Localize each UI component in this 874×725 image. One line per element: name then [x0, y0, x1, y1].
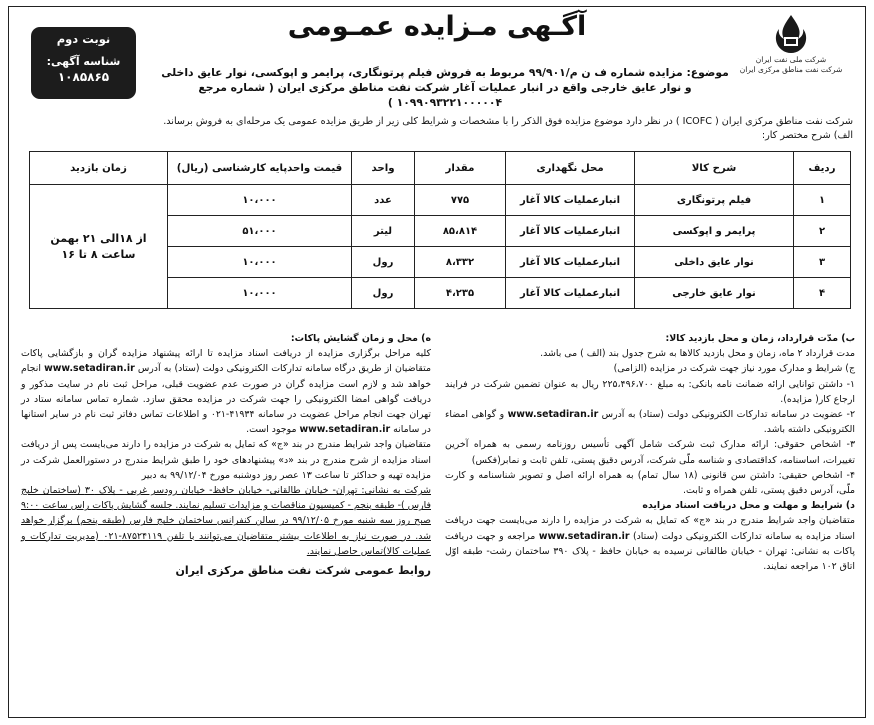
- cell-row-number: ۴: [794, 278, 851, 309]
- intro-text: شرکت نفت مناطق مرکزی ایران ( ICOFC ) در نظر دارد موضوع مزایده فوق الذکر را با مشخصات و شرایط کلی زیر از طریق مزایده عمومی یک مرحله‌ای به فروش برساند.: [163, 116, 853, 127]
- section-e-address: شرکت به نشانی: تهران- خیابان طالقانی- خیابان حافظ- خیابان رودسر غربی - پلاک ۳۰ (ساختمان خلیج فارس )- طبقه پنجم - کمیسیون مناقصات و مزایدات تسلیم نمایند. جلسه گشایش پاکات راس ساعت ۹:۰۰ صبح روز سه شنبه مورخ ۹۹/۱۲/۰۵ در سالن کنفرانس ساختمان خلیج فارس (طبقه پنجم) برگزار خواهد شد. در صورت نیاز به اطلاعات بیشتر متقاضیان می‌توانند با تلفن ۸۷۵۲۴۱۱۹-۰۲۱ (مدیریت تدارکات و عملیات کالا)تماس حاصل نمایند.: [21, 485, 431, 557]
- cell-quantity: ۴،۲۳۵: [415, 278, 506, 309]
- section-a-heading: الف) شرح مختصر کار:: [761, 130, 853, 141]
- left-column: [21, 331, 431, 578]
- setadiran-link[interactable]: www.setadiran.ir: [538, 530, 630, 542]
- col-location: محل نگهداری: [506, 152, 635, 185]
- condition-1: ۱- داشتن توانایی ارائه ضمانت نامه بانکی: به مبلغ ۲۲۵،۴۹۶،۷۰۰ ریال به عنوان تضمین شرکت در فرایند ارجاع کار( مزایده).: [445, 378, 855, 405]
- cell-price: ۵۱،۰۰۰: [168, 216, 352, 247]
- intro: [21, 115, 853, 143]
- col-row-number: ردیف: [794, 152, 851, 185]
- cell-item: فیلم پرتونگاری: [635, 185, 794, 216]
- setadiran-link[interactable]: www.setadiran.ir: [299, 424, 391, 436]
- section-d-text-a: متقاضیان واجد شرایط مندرج در بند «ج» که تمایل به شرکت در مزایده را دارند می‌بایست جهت دریافت اسناد مزایده به سامانه تدارکات الکترونیکی دولت (ستاد): [445, 515, 856, 542]
- col-quantity: مقدار: [415, 152, 506, 185]
- condition-2-text-b: و گواهی امضاء الکترونیکی داشته باشد.: [445, 409, 855, 436]
- section-b-heading: ب) مدّت قرارداد، زمان و محل بازدید کالا:: [665, 333, 855, 344]
- cell-quantity: ۸،۳۳۲: [415, 247, 506, 278]
- col-unit: واحد: [352, 152, 415, 185]
- ad-page: [8, 6, 866, 718]
- section-e-text-a: کلیه مراحل برگزاری مزایده از دریافت اسناد مزایده تا ارائه پیشنهاد مزایده گران و بازگشایی پاکات متقاضیان از طریق درگاه سامانه تدارکات الکترونیکی دولت (ستاد) به آدرس: [21, 348, 431, 375]
- cell-item: نوار عایق خارجی: [635, 278, 794, 309]
- col-item: شرح کالا: [635, 152, 794, 185]
- cell-row-number: ۲: [794, 216, 851, 247]
- cell-location: انبارعملیات کالا آغار: [506, 278, 635, 309]
- cell-unit: رول: [352, 247, 415, 278]
- company-logo: [731, 13, 851, 75]
- cell-item: پرایمر و اپوکسی: [635, 216, 794, 247]
- cell-price: ۱۰،۰۰۰: [168, 185, 352, 216]
- cell-price: ۱۰،۰۰۰: [168, 247, 352, 278]
- logo-caption-1: شرکت ملی نفت ایران: [755, 55, 827, 64]
- page-title: آگـهی مـزایده عمـومی: [287, 11, 587, 42]
- round-label: نوبت دوم: [56, 32, 111, 46]
- id-value: ۱۰۸۵۸۶۵: [57, 70, 110, 84]
- nioc-flame-logo-icon: [770, 13, 812, 55]
- cell-quantity: ۸۵،۸۱۴: [415, 216, 506, 247]
- section-e-text-c: موجود است.: [246, 424, 297, 436]
- cell-location: انبارعملیات کالا آغار: [506, 216, 635, 247]
- col-visit-time: زمان بازدید: [30, 152, 168, 185]
- cell-unit: رول: [352, 278, 415, 309]
- items-table: [29, 151, 851, 309]
- section-e-text: [21, 346, 431, 437]
- section-e-heading: ه) محل و زمان گشایش پاکات:: [290, 333, 431, 344]
- section-e-text-b: انجام خواهد شد و لازم است مزایده گران در صورت عدم عضویت قبلی، مراحل ثبت نام در سایت مذکور و دریافت گواهی امضا الکترونیکی را جهت شرکت در مزایده محقق سازد. شماره تماس سامانه ستاد در تهران جهت انجام مراحل عضویت در سامانه ۴۱۹۳۴-۰۲۱ و اطلاعات تماس دفاتر ثبت نام در سایر استانها در سامانه: [21, 363, 431, 436]
- signature: روابط عمومی شرکت نفت مناطق مرکزی ایران: [175, 564, 431, 578]
- cell-quantity: ۷۷۵: [415, 185, 506, 216]
- cell-price: ۱۰،۰۰۰: [168, 278, 352, 309]
- setadiran-link[interactable]: www.setadiran.ir: [44, 363, 135, 375]
- header: [9, 7, 865, 112]
- subject: موضوع: مزایده شماره ف ن م/۹۹/۹۰۱ مربوط به فروش فیلم پرتونگاری، پرایمر و اپوکسی، نوار عایق داخلی و نوار عایق خارجی واقع در انبار عملیات آغار شرکت نفت مناطق مرکزی ایران ( شماره مرجع ۱۰۹۹۰۹۳۲۲۱۰۰۰۰۰۴ ): [161, 66, 729, 109]
- table-header-row: [30, 152, 851, 185]
- section-d-text: [445, 513, 855, 574]
- cell-visit-time: از ۱۸الی ۲۱ بهمن ساعت ۸ تا ۱۶: [30, 185, 168, 309]
- col-price: قیمت واحدپایه کارشناسی (ریال): [168, 152, 352, 185]
- condition-2: [445, 407, 855, 437]
- cell-location: انبارعملیات کالا آغار: [506, 185, 635, 216]
- section-c-heading: ج) شرایط و مدارک مورد نیاز جهت شرکت در مزایده (الزامی): [613, 363, 855, 375]
- setadiran-link[interactable]: www.setadiran.ir: [507, 409, 599, 421]
- section-b-text: مدت قرارداد ۲ ماه، زمان و محل بازدید کالاها به شرح جدول بند (الف ) می باشد.: [540, 348, 855, 360]
- condition-2-text-a: ۲- عضویت در سامانه تدارکات الکترونیکی دولت (ستاد) به آدرس: [601, 409, 855, 421]
- cell-row-number: ۳: [794, 247, 851, 278]
- table-row: [30, 185, 851, 216]
- id-label: شناسه آگهی:: [46, 55, 121, 68]
- cell-row-number: ۱: [794, 185, 851, 216]
- cell-location: انبارعملیات کالا آغار: [506, 247, 635, 278]
- section-d-heading: د) شرایط و مهلت و محل دریافت اسناد مزایده: [642, 500, 855, 512]
- section-e-text-d: متقاضیان واجد شرایط مندرج در بند «ج» که تمایل به شرکت در مزایده را دارند می‌بایست پس از دریافت اسناد مزایده از شرح مندرج در بند «د» پیشنهادهای خود را طبق شرایط مندرج در دستورالعمل شرکت در مزایده تهیه و حداکثر تا ساعت ۱۳ عصر روز دوشنبه مورخ ۹۹/۱۲/۰۴ به دبیر: [21, 439, 431, 481]
- notice-badge: [31, 27, 136, 99]
- condition-3: ۳- اشخاص حقوقی: ارائه مدارک ثبت شرکت شامل آگهی تأسیس روزنامه رسمی به همراه آخرین تغییرات، اساسنامه، کداقتصادی و شناسه ملّی شرکت، آدرس دقیق پستی، تلفن ثابت و نمابر(فکس): [445, 439, 855, 466]
- cell-unit: عدد: [352, 185, 415, 216]
- cell-unit: لیتر: [352, 216, 415, 247]
- cell-item: نوار عایق داخلی: [635, 247, 794, 278]
- condition-4: ۴- اشخاص حقیقی: داشتن سن قانونی (۱۸ سال تمام) به همراه ارائه اصل و تصویر شناسنامه و کارت ملّی، آدرس دقیق پستی، تلفن همراه و ثابت.: [445, 469, 855, 497]
- right-column: [445, 331, 855, 574]
- logo-caption-2: شرکت نفت مناطق مرکزی ایران: [739, 65, 843, 74]
- section-d-text-b: مراجعه و جهت دریافت پاکات به نشانی: تهران - خیابان طالقانی نرسیده به خیابان حافظ - پلاک ۳۹۰ ساختمان رشت- طبقه اوّل اتاق ۱۰۲ مراجعه نمایند.: [445, 530, 855, 573]
